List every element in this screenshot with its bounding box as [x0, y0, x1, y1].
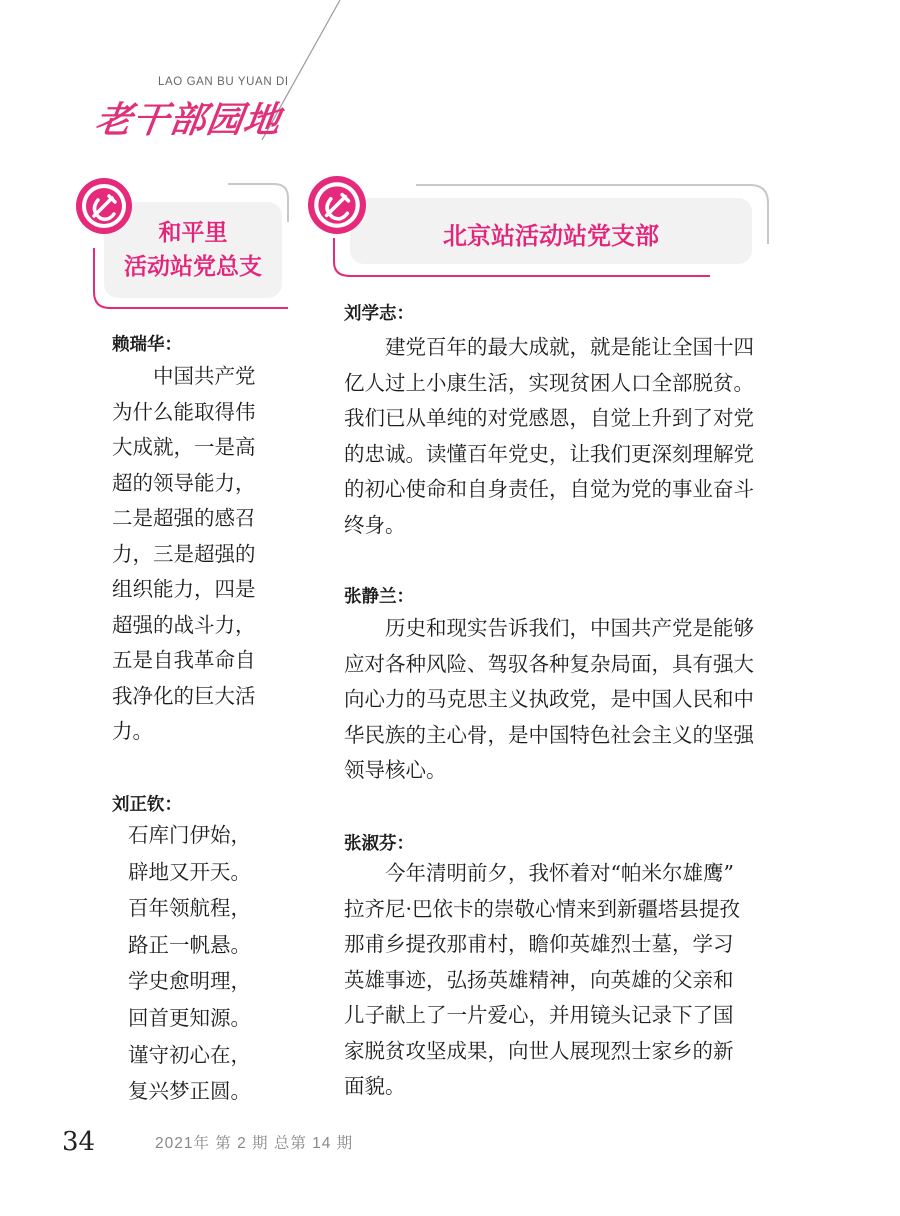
left-section-title-line1: 和平里 — [158, 220, 228, 246]
author-name: 张淑芬： — [344, 834, 414, 854]
party-emblem-icon — [308, 176, 366, 234]
author-name: 刘正钦： — [112, 795, 182, 815]
left-entry-1-text: 中国共产党 为什么能取得伟 大成就，一是高 超的领导能力， 二是超强的感召 力，三是超强的 组织能力，四是 超强的战斗力， 五是自我革命自 我净化的巨大活 力。 — [112, 364, 256, 743]
masthead-title: 老干部园地 — [92, 99, 284, 141]
author-name: 张静兰： — [344, 587, 414, 607]
right-entry-1-text: 建党百年的最大成就，就是能让全国十四 亿人过上小康生活，实现贫困人口全部脱贫。 我们已从单纯的对党感恩，自觉上升到了对党 的忠诚。读懂百年党史，让我们更深刻理解党 的初心使命和自身责任，自觉为党的事业奋斗 终身。 — [344, 335, 754, 537]
issue-info: 2021年 第 2 期 总第 14 期 — [155, 1135, 354, 1152]
left-section-title-line2: 活动站党总支 — [124, 254, 262, 280]
author-name: 赖瑞华： — [112, 335, 182, 355]
right-section-header — [306, 176, 776, 282]
right-section-title: 北京站活动站党支部 — [443, 222, 659, 250]
author-name: 刘学志： — [344, 304, 414, 324]
right-entry-3-text: 今年清明前夕，我怀着对“帕米尔雄鹰” 拉齐尼·巴依卡的崇敬心情来到新疆塔县提孜 那甫乡提孜那甫村，瞻仰英雄烈士墓，学习 英雄事迹，弘扬英雄精神，向英雄的父亲和 儿子献上了一片爱心，并用镜头记录下了国 家脱贫攻坚成果，向世人展现烈士家乡的新 面貌。 — [344, 861, 741, 1098]
masthead-pinyin: LAO GAN BU YUAN DI — [158, 76, 289, 88]
right-entry-2-text: 历史和现实告诉我们，中国共产党是能够 应对各种风险、驾驭各种复杂局面，具有强大 向心力的马克思主义执政党，是中国人民和中 华民族的主心骨，是中国特色社会主义的坚强 领导核心。 — [344, 616, 754, 782]
left-entry-2-poem: 石库门伊始， 辟地又开天。 百年领航程， 路正一帆悬。 学史愈明理， 回首更知源。 谨守初心在， 复兴梦正圆。 — [128, 823, 251, 1104]
left-section-header — [78, 178, 300, 312]
page-number: 34 — [62, 1127, 96, 1157]
